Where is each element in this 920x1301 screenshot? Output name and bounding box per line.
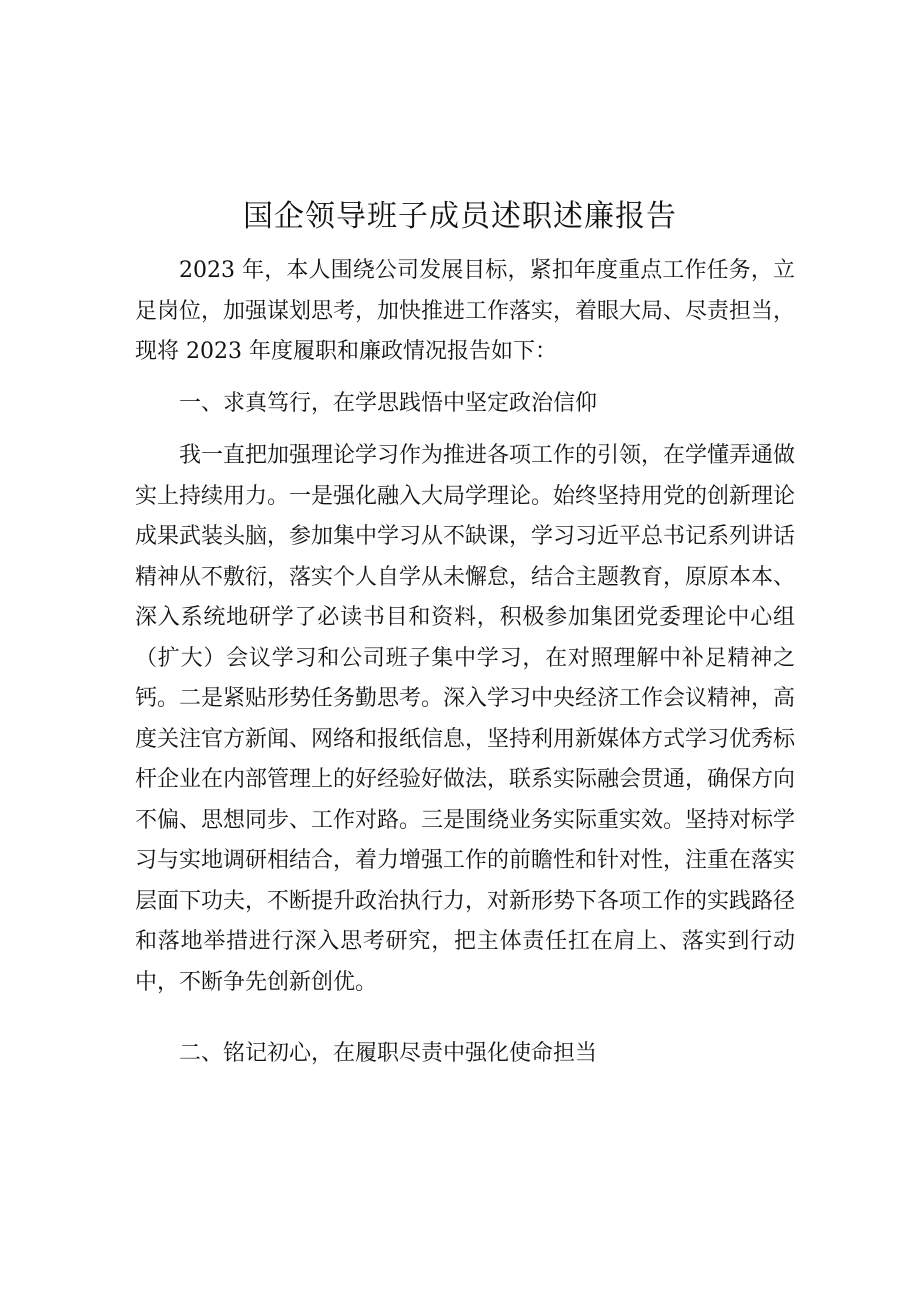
section-1-heading: 一、求真笃行，在学思践悟中坚定政治信仰 bbox=[179, 391, 598, 416]
section-2-heading: 二、铭记初心，在履职尽责中强化使命担当 bbox=[179, 1041, 598, 1066]
intro-paragraph: 2023 年，本人围绕公司发展目标，紧扣年度重点工作任务，立足岗位，加强谋划思考，加快推进工作落实，着眼大局、尽责担当，现将 2023 年度履职和廉政情况报告如下： bbox=[135, 258, 796, 364]
section-1-paragraph: 我一直把加强理论学习作为推进各项工作的引领，在学懂弄通做实上持续用力。一是强化融入大局学理论。始终坚持用党的创新理论成果武装头脑，参加集中学习从不缺课，学习习近平总书记系列讲话精神从不敷衍，落实个人自学从未懈怠，结合主题教育，原原本本、深入系统地研学了必读书目和资料，积极参加集团党委理论中心组（扩大）会议学习和公司班子集中学习，在对照理解中补足精神之钙。二是紧贴形势任务勤思考。深入学习中央经济工作会议精神，高度关注官方新闻、网络和报纸信息，坚持利用新媒体方式学习优秀标杆企业在内部管理上的好经验好做法，联系实际融会贯通，确保方向不偏、思想同步、工作对路。三是围绕业务实际重实效。坚持对标学习与实地调研相结合，着力增强工作的前瞻性和针对性，注重在落实层面下功夫，不断提升政治执行力，对新形势下各项工作的实践路径和落地举措进行深入思考研究，把主体责任扛在肩上、落实到行动中，不断争先创新创优。 bbox=[135, 443, 796, 995]
document-title: 国企领导班子成员述职述廉报告 bbox=[243, 199, 677, 234]
